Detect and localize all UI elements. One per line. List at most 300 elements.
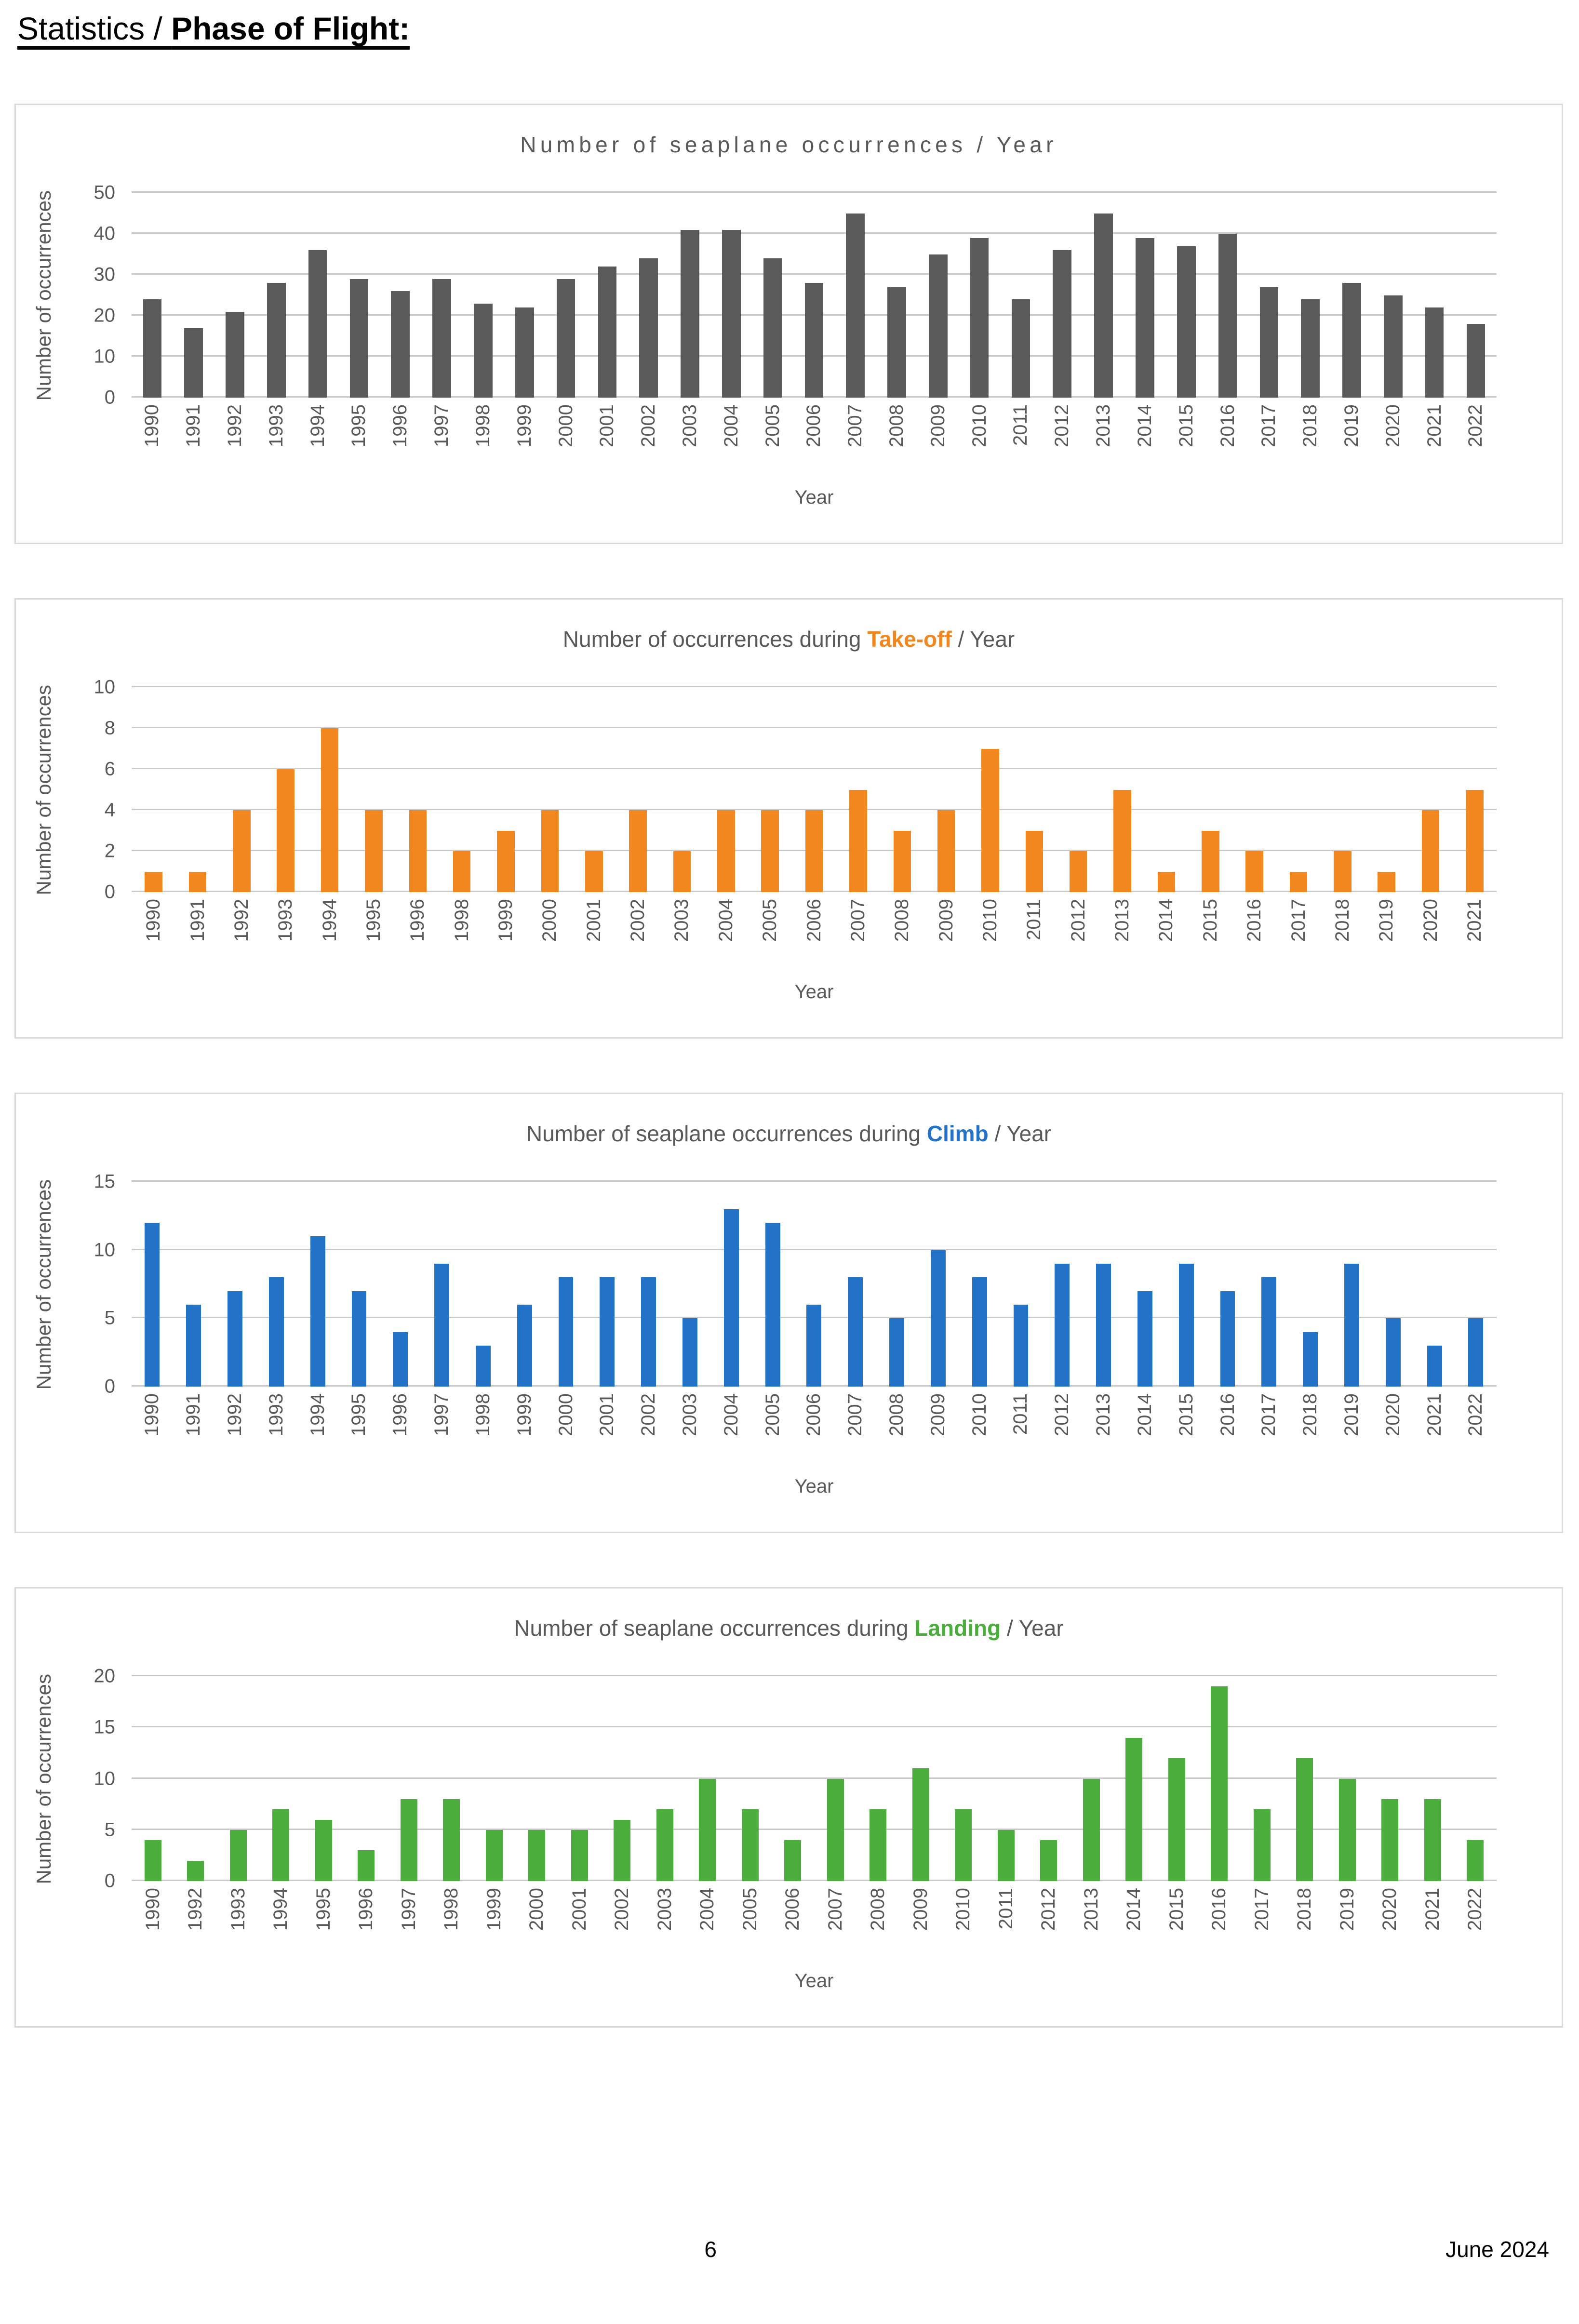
x-tick-slot bbox=[752, 398, 793, 484]
bar-slot bbox=[1290, 193, 1331, 398]
bar-slot bbox=[1369, 1676, 1412, 1881]
bar-2021 bbox=[1466, 790, 1484, 893]
bar-1990 bbox=[145, 1223, 160, 1387]
bar-1992 bbox=[227, 1291, 242, 1387]
bar-2018 bbox=[1334, 851, 1352, 892]
bar-slot bbox=[1372, 1182, 1414, 1387]
y-tick-label: 15 bbox=[94, 1171, 115, 1192]
bar-slot bbox=[308, 687, 351, 892]
bar-2018 bbox=[1301, 299, 1320, 398]
bar-slot bbox=[1042, 1182, 1083, 1387]
x-tick-label: 2004 bbox=[720, 404, 742, 447]
chart-title-text: / Year bbox=[988, 1121, 1052, 1146]
x-tick-slot bbox=[1083, 1387, 1124, 1473]
x-tick-slot bbox=[380, 1387, 421, 1473]
chart-title bbox=[16, 132, 1562, 158]
x-tick-label: 2008 bbox=[886, 1393, 908, 1436]
bar-1993 bbox=[267, 283, 286, 398]
x-tick-label: 2020 bbox=[1419, 899, 1441, 942]
x-tick-slot bbox=[388, 1881, 430, 1968]
bar-1994 bbox=[321, 728, 339, 892]
bar-1990 bbox=[143, 299, 162, 398]
bar-slot bbox=[421, 193, 463, 398]
bar-2008 bbox=[870, 1809, 886, 1881]
bar-1995 bbox=[352, 1291, 367, 1387]
bar-2014 bbox=[1137, 1291, 1152, 1387]
x-tick-label: 2002 bbox=[627, 899, 649, 942]
bar-1992 bbox=[226, 312, 244, 398]
bar-slot bbox=[1372, 193, 1414, 398]
bar-slot bbox=[132, 1182, 173, 1387]
bar-2006 bbox=[805, 810, 823, 892]
x-tick-slot bbox=[214, 1387, 256, 1473]
x-tick-slot bbox=[686, 1881, 729, 1968]
x-tick-label: 2021 bbox=[1423, 1393, 1445, 1436]
x-tick-label: 1996 bbox=[389, 404, 411, 447]
y-axis-label: Number of occurrences bbox=[32, 190, 55, 401]
chart-title-highlight: Landing bbox=[914, 1616, 1001, 1641]
y-tick-label: 0 bbox=[104, 387, 115, 408]
bar-slot bbox=[558, 1676, 601, 1881]
bar-slot bbox=[264, 687, 308, 892]
x-tick-slot bbox=[255, 398, 297, 484]
bar-2009 bbox=[931, 1250, 946, 1387]
x-tick-slot bbox=[1411, 1881, 1454, 1968]
x-tick-label: 2018 bbox=[1299, 404, 1321, 447]
x-tick-label: 2005 bbox=[762, 1393, 783, 1436]
x-tick-slot bbox=[1454, 1881, 1497, 1968]
x-tick-slot bbox=[1331, 1387, 1373, 1473]
x-tick-slot bbox=[132, 1387, 173, 1473]
bar-2004 bbox=[717, 810, 735, 892]
bar-1991 bbox=[184, 328, 203, 398]
y-tick-label: 8 bbox=[104, 717, 115, 739]
page-title-prefix: Statistics / bbox=[17, 11, 172, 46]
x-tick-slot bbox=[264, 892, 308, 979]
bar-2013 bbox=[1083, 1779, 1100, 1882]
page-number: 6 bbox=[704, 2237, 717, 2262]
bar-1993 bbox=[269, 1277, 284, 1387]
x-tick-slot bbox=[792, 892, 836, 979]
y-tick-label: 5 bbox=[104, 1307, 115, 1329]
x-tick-slot bbox=[1414, 1387, 1455, 1473]
x-tick-label: 2012 bbox=[1038, 1888, 1059, 1931]
bar-1995 bbox=[365, 810, 383, 892]
bar-slot bbox=[1100, 687, 1144, 892]
bar-2007 bbox=[827, 1779, 844, 1882]
bar-1996 bbox=[409, 810, 427, 892]
bar-slot bbox=[748, 687, 792, 892]
bar-2005 bbox=[765, 1223, 780, 1387]
bar-slot bbox=[388, 1676, 430, 1881]
x-tick-slot bbox=[1248, 398, 1290, 484]
bar-slot bbox=[1455, 193, 1497, 398]
x-tick-slot bbox=[1455, 398, 1497, 484]
chart-title bbox=[16, 1615, 1562, 1641]
y-tick-label: 40 bbox=[94, 223, 115, 244]
bar-slot bbox=[1248, 193, 1290, 398]
x-tick-slot bbox=[1408, 892, 1452, 979]
bar-slot bbox=[985, 1676, 1028, 1881]
charts-stack bbox=[14, 104, 1563, 2028]
x-tick-slot bbox=[175, 892, 219, 979]
x-tick-label: 2016 bbox=[1208, 1888, 1230, 1931]
bar-2003 bbox=[681, 230, 699, 398]
x-tick-label: 2008 bbox=[891, 899, 913, 942]
y-tick-label: 4 bbox=[104, 799, 115, 821]
bar-slot bbox=[396, 687, 440, 892]
bar-slot bbox=[814, 1676, 857, 1881]
y-tick-label: 20 bbox=[94, 1665, 115, 1687]
x-tick-slot bbox=[214, 398, 256, 484]
x-tick-slot bbox=[601, 1881, 644, 1968]
bar-slot bbox=[924, 687, 968, 892]
x-tick-slot bbox=[504, 1387, 545, 1473]
x-tick-label: 2001 bbox=[596, 1393, 618, 1436]
bar-series bbox=[132, 687, 1497, 892]
bar-2000 bbox=[559, 1277, 574, 1387]
x-tick-label: 2012 bbox=[1051, 1393, 1073, 1436]
bar-slot bbox=[1326, 1676, 1369, 1881]
bar-slot bbox=[173, 193, 214, 398]
bar-slot bbox=[857, 1676, 900, 1881]
x-tick-slot bbox=[463, 398, 504, 484]
bar-slot bbox=[255, 1182, 297, 1387]
bar-2004 bbox=[724, 1209, 739, 1387]
y-axis-ticks bbox=[16, 182, 123, 408]
bar-slot bbox=[880, 687, 924, 892]
x-axis-label: Year bbox=[794, 1476, 834, 1497]
bar-slot bbox=[132, 193, 173, 398]
page-title-bold: Phase of Flight: bbox=[171, 11, 410, 46]
x-tick-label: 1991 bbox=[187, 899, 208, 942]
x-tick-label: 2014 bbox=[1155, 899, 1177, 942]
bar-slot bbox=[1070, 1676, 1113, 1881]
x-tick-slot bbox=[835, 1387, 876, 1473]
x-tick-slot bbox=[835, 398, 876, 484]
bar-2001 bbox=[600, 1277, 615, 1387]
bar-slot bbox=[255, 193, 297, 398]
x-tick-slot bbox=[380, 398, 421, 484]
chart-title bbox=[16, 1121, 1562, 1147]
x-tick-label: 2012 bbox=[1051, 404, 1073, 447]
x-tick-label: 2007 bbox=[844, 404, 866, 447]
x-tick-slot bbox=[1207, 398, 1248, 484]
x-tick-slot bbox=[1165, 398, 1207, 484]
bar-2008 bbox=[887, 287, 906, 398]
x-tick-label: 2010 bbox=[968, 404, 990, 447]
bar-slot bbox=[876, 193, 918, 398]
x-tick-label: 1992 bbox=[224, 404, 246, 447]
bar-1996 bbox=[358, 1850, 375, 1881]
x-axis-ticks bbox=[132, 1387, 1497, 1473]
x-tick-label: 2006 bbox=[803, 1393, 825, 1436]
x-tick-slot bbox=[643, 1881, 686, 1968]
x-tick-slot bbox=[473, 1881, 516, 1968]
x-tick-label: 2016 bbox=[1217, 1393, 1238, 1436]
bar-2005 bbox=[742, 1809, 759, 1881]
x-tick-slot bbox=[772, 1881, 815, 1968]
bar-1992 bbox=[233, 810, 251, 892]
x-tick-label: 2004 bbox=[720, 1393, 742, 1436]
x-tick-label: 1999 bbox=[513, 1393, 535, 1436]
x-tick-slot bbox=[1113, 1881, 1156, 1968]
x-tick-label: 2017 bbox=[1258, 404, 1280, 447]
bar-slot bbox=[173, 1182, 214, 1387]
bar-slot bbox=[297, 193, 338, 398]
x-tick-slot bbox=[857, 1881, 900, 1968]
x-tick-label: 2013 bbox=[1093, 1393, 1114, 1436]
x-tick-slot bbox=[1000, 398, 1042, 484]
x-tick-label: 2007 bbox=[824, 1888, 846, 1931]
x-tick-label: 1996 bbox=[355, 1888, 377, 1931]
bar-2000 bbox=[528, 1830, 545, 1881]
x-tick-label: 2014 bbox=[1134, 1393, 1155, 1436]
bar-slot bbox=[899, 1676, 942, 1881]
bar-slot bbox=[752, 193, 793, 398]
y-axis-ticks bbox=[16, 1171, 123, 1397]
x-tick-slot bbox=[917, 398, 959, 484]
x-tick-slot bbox=[669, 1387, 711, 1473]
x-tick-slot bbox=[628, 398, 669, 484]
chart-landing-occurrences bbox=[14, 1587, 1563, 2028]
y-axis-ticks bbox=[16, 1665, 123, 1892]
x-tick-slot bbox=[1000, 1387, 1042, 1473]
x-tick-slot bbox=[704, 892, 748, 979]
y-axis-label: Number of occurrences bbox=[32, 1179, 55, 1390]
x-tick-label: 1991 bbox=[183, 404, 204, 447]
y-tick-label: 10 bbox=[94, 676, 115, 698]
x-tick-slot bbox=[516, 1881, 559, 1968]
bar-2003 bbox=[673, 851, 691, 892]
bar-slot bbox=[132, 1676, 174, 1881]
x-tick-label: 2021 bbox=[1423, 404, 1445, 447]
bar-2022 bbox=[1467, 324, 1485, 398]
x-tick-label: 2011 bbox=[1010, 1393, 1031, 1435]
x-tick-slot bbox=[880, 892, 924, 979]
x-tick-slot bbox=[545, 1387, 587, 1473]
x-tick-slot bbox=[463, 1387, 504, 1473]
bar-2019 bbox=[1344, 1264, 1359, 1387]
bar-slot bbox=[1207, 1182, 1248, 1387]
bar-1995 bbox=[350, 279, 369, 398]
bar-1991 bbox=[189, 872, 207, 893]
x-tick-slot bbox=[484, 892, 528, 979]
x-tick-label: 1995 bbox=[348, 1393, 370, 1436]
x-tick-label: 2009 bbox=[910, 1888, 931, 1931]
bar-1991 bbox=[186, 1305, 201, 1387]
x-tick-slot bbox=[338, 1387, 380, 1473]
x-tick-label: 2006 bbox=[803, 899, 825, 942]
bar-2015 bbox=[1168, 1758, 1185, 1881]
x-tick-slot bbox=[173, 1387, 214, 1473]
bar-slot bbox=[174, 1676, 217, 1881]
x-tick-slot bbox=[260, 1881, 303, 1968]
x-tick-label: 1995 bbox=[348, 404, 370, 447]
x-tick-label: 1999 bbox=[483, 1888, 505, 1931]
x-tick-label: 2018 bbox=[1331, 899, 1353, 942]
bar-slot bbox=[1331, 1182, 1373, 1387]
x-tick-label: 2015 bbox=[1165, 1888, 1187, 1931]
bar-2003 bbox=[682, 1318, 697, 1387]
x-tick-label: 2018 bbox=[1294, 1888, 1315, 1931]
bar-1999 bbox=[486, 1830, 503, 1881]
x-tick-label: 2004 bbox=[696, 1888, 718, 1931]
chart-title-text: / Year bbox=[1001, 1616, 1064, 1641]
chart-title-highlight: Climb bbox=[926, 1121, 989, 1146]
bar-2001 bbox=[598, 267, 617, 398]
x-tick-label: 2017 bbox=[1251, 1888, 1272, 1931]
x-tick-slot bbox=[959, 398, 1000, 484]
bar-slot bbox=[1144, 687, 1188, 892]
bar-slot bbox=[1411, 1676, 1454, 1881]
bar-2002 bbox=[639, 258, 658, 398]
x-tick-slot bbox=[132, 398, 173, 484]
x-tick-slot bbox=[430, 1881, 473, 1968]
bar-2011 bbox=[1026, 831, 1044, 893]
chart-title-text: Number of seaplane occurrences during bbox=[514, 1616, 915, 1641]
bar-2005 bbox=[763, 258, 782, 398]
y-tick-label: 10 bbox=[94, 1768, 115, 1789]
bar-2016 bbox=[1211, 1686, 1228, 1881]
x-tick-label: 1997 bbox=[398, 1888, 419, 1931]
bar-2007 bbox=[848, 1277, 863, 1387]
bar-slot bbox=[380, 1182, 421, 1387]
x-tick-slot bbox=[440, 892, 484, 979]
bar-slot bbox=[504, 193, 545, 398]
bar-1998 bbox=[453, 851, 471, 892]
bar-2021 bbox=[1425, 307, 1444, 398]
bar-slot bbox=[214, 1182, 256, 1387]
x-tick-label: 1990 bbox=[141, 1393, 163, 1436]
x-tick-label: 1994 bbox=[307, 404, 328, 447]
bar-slot bbox=[704, 687, 748, 892]
bar-slot bbox=[214, 193, 256, 398]
bar-2018 bbox=[1303, 1332, 1318, 1387]
bar-2007 bbox=[846, 214, 865, 398]
x-tick-label: 2014 bbox=[1123, 1888, 1145, 1931]
bar-slot bbox=[1000, 1182, 1042, 1387]
x-tick-slot bbox=[729, 1881, 772, 1968]
x-tick-slot bbox=[572, 892, 616, 979]
x-axis-ticks bbox=[132, 892, 1497, 979]
x-tick-label: 2022 bbox=[1465, 1393, 1486, 1436]
x-tick-slot bbox=[1453, 892, 1497, 979]
bar-slot bbox=[338, 193, 380, 398]
x-tick-label: 2020 bbox=[1382, 1393, 1404, 1436]
x-tick-slot bbox=[616, 892, 660, 979]
x-tick-label: 2013 bbox=[1093, 404, 1114, 447]
bar-slot bbox=[1155, 1676, 1198, 1881]
x-tick-slot bbox=[217, 1881, 260, 1968]
bar-1998 bbox=[443, 1799, 460, 1881]
bar-slot bbox=[1365, 687, 1408, 892]
x-tick-slot bbox=[528, 892, 572, 979]
x-tick-label: 2003 bbox=[679, 404, 700, 447]
x-tick-slot bbox=[814, 1881, 857, 1968]
x-axis-ticks bbox=[132, 398, 1497, 484]
x-tick-label: 1996 bbox=[389, 1393, 411, 1436]
x-tick-label: 2005 bbox=[762, 404, 783, 447]
bar-slot bbox=[628, 193, 669, 398]
x-tick-slot bbox=[297, 1387, 338, 1473]
x-tick-label: 1998 bbox=[472, 1393, 494, 1436]
bar-slot bbox=[1198, 1676, 1241, 1881]
bar-2021 bbox=[1424, 1799, 1441, 1881]
y-tick-label: 30 bbox=[94, 264, 115, 285]
x-tick-slot bbox=[1372, 398, 1414, 484]
y-tick-label: 15 bbox=[94, 1716, 115, 1738]
bar-1997 bbox=[432, 279, 451, 398]
x-tick-label: 2015 bbox=[1175, 404, 1197, 447]
x-tick-label: 2021 bbox=[1463, 899, 1485, 942]
x-tick-label: 1995 bbox=[362, 899, 384, 942]
x-tick-slot bbox=[836, 892, 880, 979]
bar-2013 bbox=[1096, 1264, 1111, 1387]
bar-slot bbox=[297, 1182, 338, 1387]
y-tick-label: 20 bbox=[94, 305, 115, 326]
bar-slot bbox=[792, 687, 836, 892]
chart-total-occurrences bbox=[14, 104, 1563, 544]
bar-2010 bbox=[970, 238, 989, 398]
bar-1998 bbox=[476, 1346, 491, 1387]
bar-slot bbox=[1331, 193, 1373, 398]
x-tick-label: 2016 bbox=[1217, 404, 1238, 447]
bar-slot bbox=[421, 1182, 463, 1387]
bar-slot bbox=[1165, 193, 1207, 398]
bar-slot bbox=[1028, 1676, 1071, 1881]
x-tick-slot bbox=[1198, 1881, 1241, 1968]
x-tick-label: 2008 bbox=[867, 1888, 889, 1931]
bar-slot bbox=[1189, 687, 1232, 892]
x-tick-label: 2016 bbox=[1244, 899, 1265, 942]
x-tick-label: 2021 bbox=[1421, 1888, 1443, 1931]
x-tick-slot bbox=[1083, 398, 1124, 484]
x-tick-slot bbox=[1321, 892, 1365, 979]
x-tick-label: 2003 bbox=[671, 899, 693, 942]
bar-2009 bbox=[912, 1768, 929, 1881]
y-tick-label: 5 bbox=[104, 1819, 115, 1841]
bar-2002 bbox=[641, 1277, 656, 1387]
bar-slot bbox=[1454, 1676, 1497, 1881]
x-tick-slot bbox=[876, 398, 918, 484]
bar-slot bbox=[1232, 687, 1276, 892]
x-tick-slot bbox=[1012, 892, 1056, 979]
x-tick-label: 1992 bbox=[230, 899, 252, 942]
bar-2016 bbox=[1218, 234, 1237, 398]
bar-slot bbox=[686, 1676, 729, 1881]
x-tick-slot bbox=[1455, 1387, 1497, 1473]
bar-slot bbox=[1414, 1182, 1455, 1387]
x-tick-label: 1996 bbox=[407, 899, 428, 942]
bar-slot bbox=[345, 1676, 388, 1881]
bar-slot bbox=[752, 1182, 793, 1387]
bar-slot bbox=[1248, 1182, 1290, 1387]
x-tick-slot bbox=[558, 1881, 601, 1968]
x-axis-label: Year bbox=[794, 1970, 834, 1991]
x-tick-label: 2011 bbox=[995, 1888, 1017, 1930]
bar-slot bbox=[729, 1676, 772, 1881]
bar-slot bbox=[572, 687, 616, 892]
x-tick-label: 2017 bbox=[1287, 899, 1309, 942]
bar-2014 bbox=[1158, 872, 1176, 893]
bar-slot bbox=[380, 193, 421, 398]
y-axis-label: Number of occurrences bbox=[32, 684, 55, 895]
y-tick-label: 0 bbox=[104, 1870, 115, 1892]
x-tick-label: 2017 bbox=[1258, 1393, 1280, 1436]
bar-1997 bbox=[401, 1799, 417, 1881]
x-tick-label: 2000 bbox=[539, 899, 561, 942]
